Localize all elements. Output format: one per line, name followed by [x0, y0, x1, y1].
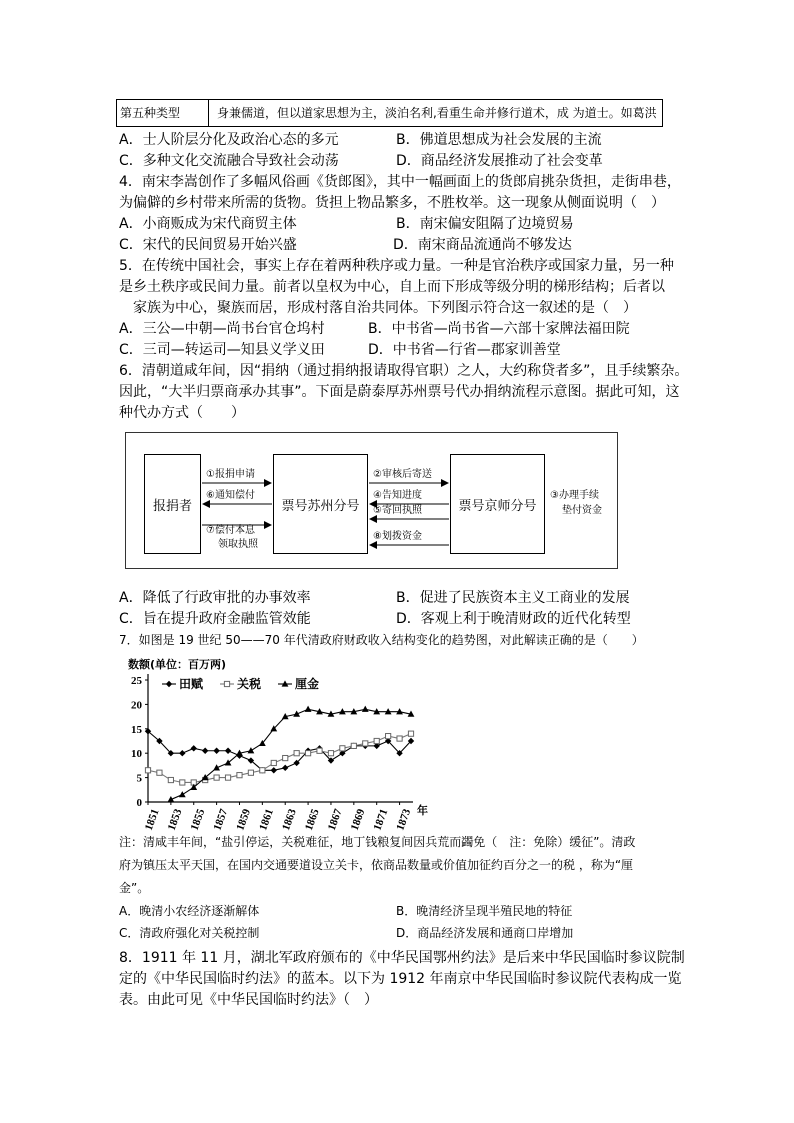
x-tick-label: 1859	[234, 807, 254, 833]
type-table	[116, 99, 663, 127]
q6-stem-line2: 因此，“大半归票商承办其事”。下面是蔚泰厚苏州票号代办捐纳流程示意图。据此可知，这	[119, 384, 680, 400]
type-label-cell: 第五种类型	[117, 100, 209, 126]
q7-stem: 7．如图是 19 世纪 50——70 年代清政府财政收入结构变化的趋势图，对此解读正确的是（ ）	[119, 633, 644, 647]
data-point	[374, 738, 379, 743]
data-point	[397, 736, 402, 741]
flow-step-5: ⑤寄回执照	[373, 505, 422, 516]
data-point	[237, 773, 242, 778]
q6-option-a[interactable]: A．降低了行政审批的办事效率	[119, 590, 311, 606]
data-point	[191, 745, 197, 751]
x-tick-label: 1873	[394, 807, 414, 833]
q8-stem-line1: 8．1911 年 11 月，湖北军政府颁布的《中华民国鄂州约法》是后来中华民国临时参议院制	[119, 950, 685, 966]
data-point	[260, 768, 265, 773]
y-tick-label: 25	[131, 675, 142, 687]
flow-arrows	[126, 433, 617, 568]
data-point	[362, 706, 369, 712]
data-point	[271, 760, 276, 765]
series-line-0	[148, 731, 411, 770]
q5-stem-line3: 家族为中心，聚族而居，形成村落自治共同体。下列图示符合这一叙述的是（ ）	[133, 300, 637, 316]
x-tick-label: 1857	[211, 807, 231, 833]
q4-option-b[interactable]: B．南宋偏安阻隔了边境贸易	[396, 216, 574, 232]
q4-stem-line1: 4．南宋李嵩创作了多幅风俗画《货郎图》，其中一幅画面上的货郎肩挑杂货担，走街串巷，	[119, 174, 681, 190]
legend-marker	[166, 681, 172, 687]
revenue-line-chart	[126, 656, 428, 833]
flow-box-capital-branch: 票号京师分号	[450, 454, 545, 554]
flow-step-7b: 领取执照	[218, 539, 258, 550]
legend-label: 田赋	[179, 677, 204, 691]
q7-note-line3: 金”。	[119, 881, 150, 895]
data-point	[248, 770, 253, 775]
q5-stem-line2: 是乡土秩序或民间力量。前者以皇权为中心，自上而下形成等级分明的梯形结构；后者以	[119, 279, 665, 295]
series-line-2	[171, 709, 411, 799]
flow-step-2: ②审核后寄送	[373, 469, 432, 480]
y-tick-label: 5	[136, 772, 142, 785]
legend-label: 关税	[237, 677, 262, 691]
q5-option-a[interactable]: A．三公—中朝—尚书台官仓坞村	[119, 321, 325, 337]
x-tick-label: 1853	[165, 807, 185, 833]
flow-step-3a: ③办理手续	[550, 490, 599, 501]
y-tick-label: 15	[131, 723, 142, 736]
legend-label: 厘金	[295, 677, 320, 691]
data-point	[157, 770, 162, 775]
flow-step-6: ⑥通知偿付	[206, 490, 255, 501]
data-point	[225, 775, 230, 780]
data-point	[225, 748, 231, 754]
flow-step-7a: ⑦偿付本息	[206, 525, 255, 536]
q5-option-d[interactable]: D．中书省—行省—郡家训善堂	[368, 342, 561, 358]
data-point	[328, 751, 333, 756]
q6-option-d[interactable]: D．客观上利于晚清财政的近代化转型	[396, 611, 631, 627]
q5-option-b[interactable]: B．中书省—尚书省—六部十家牌法福田院	[368, 321, 630, 337]
y-tick-label: 0	[136, 797, 142, 809]
x-tick-label: 1867	[325, 807, 345, 833]
x-tick-label: 1869	[348, 807, 368, 833]
q7-option-d[interactable]: D．商品经济发展和通商口岸增加	[396, 926, 574, 940]
x-tick-label: 1861	[257, 807, 276, 833]
data-point	[179, 791, 186, 797]
data-point	[213, 748, 219, 754]
y-tick-label: 20	[131, 699, 142, 712]
data-point	[317, 748, 322, 753]
q7-option-c[interactable]: C．清政府强化对关税控制	[119, 926, 260, 940]
q7-note-line2: 府为镇压太平天国，在国内交通要道设立关卡，依商品数量或价值加征约百分之一的税 ，称为“厘	[119, 858, 634, 872]
flow-box-applicant: 报捐者	[144, 454, 201, 554]
q5-stem-line1: 5．在传统中国社会，事实上存在着两种秩序或力量。一种是官治秩序或国家力量，另一种	[119, 258, 674, 274]
q6-stem-line3: 种代办方式（ ）	[119, 405, 245, 421]
q3-option-d[interactable]: D．商品经济发展推动了社会变革	[396, 153, 603, 169]
y-tick-label: 10	[131, 748, 142, 761]
x-tick-label: 1855	[188, 807, 208, 833]
flow-box-suzhou-branch: 票号苏州分号	[273, 454, 368, 554]
data-point	[408, 731, 413, 736]
flow-step-1: ①报捐申请	[206, 469, 255, 480]
q8-stem-line3: 表。由此可见《中华民国临时约法》（ ）	[119, 992, 378, 1008]
q6-option-b[interactable]: B．促进了民族资本主义工商业的发展	[396, 590, 630, 606]
data-point	[282, 765, 288, 771]
x-tick-label: 1851	[142, 807, 162, 833]
data-point	[145, 768, 150, 773]
y-axis-label: 数额(单位：百万两)	[128, 658, 227, 671]
q7-note-line1: 注：清咸丰年间，“盐引停运，关税难征，地丁钱粮复间因兵荒而蠲免（ 注：免除）缓征”。清政	[119, 835, 636, 849]
q7-option-b[interactable]: B．晚清经济呈现半殖民地的特征	[396, 904, 573, 918]
q4-option-c[interactable]: C．宋代的民间贸易开始兴盛	[119, 237, 297, 253]
data-point	[214, 775, 219, 780]
legend-marker	[224, 681, 229, 686]
data-point	[248, 747, 255, 753]
q6-stem-line1: 6．清朝道咸年间，因“捐纳（通过捐纳报请取得官职）之人，大约称贷者多”，且手续繁杂。	[119, 363, 689, 379]
q3-option-a[interactable]: A．士人阶层分化及政治心态的多元	[119, 132, 339, 148]
q3-option-b[interactable]: B．佛道思想成为社会发展的主流	[396, 132, 602, 148]
q7-option-a[interactable]: A．晚清小农经济逐渐解体	[119, 904, 260, 918]
data-point	[283, 755, 288, 760]
x-tick-label: 1871	[371, 807, 391, 833]
data-point	[305, 706, 312, 712]
q5-option-c[interactable]: C．三司—转运司—知县义学义田	[119, 342, 325, 358]
q3-option-c[interactable]: C．多种文化交流融合导致社会动荡	[119, 153, 339, 169]
flow-step-4: ④告知进度	[373, 490, 422, 501]
type-description-cell: 身兼儒道，但以道家思想为主，淡泊名利,看重生命并修行道术，成 为道士。如葛洪	[217, 106, 657, 120]
data-point	[271, 767, 277, 773]
flow-step-8: ⑧划拨资金	[373, 531, 422, 542]
x-tick-label: 1863	[280, 807, 299, 833]
data-point	[351, 743, 356, 748]
data-point	[180, 780, 185, 785]
data-point	[363, 741, 368, 746]
data-point	[202, 748, 208, 754]
data-point	[168, 777, 173, 782]
q4-option-d[interactable]: D．南宋商品流通尚不够发达	[393, 237, 572, 253]
data-point	[305, 751, 310, 756]
data-point	[294, 751, 299, 756]
x-tick-label: 1865	[302, 807, 322, 833]
data-point	[340, 746, 345, 751]
data-point	[386, 734, 391, 739]
q6-option-c[interactable]: C．旨在提升政府金融监管效能	[119, 611, 311, 627]
flow-step-3b: 垫付资金	[562, 505, 602, 516]
q8-stem-line2: 定的《中华民国临时约法》的蓝本。以下为 1912 年南京中华民国临时参议院代表构成一览	[119, 971, 682, 987]
q4-stem-line2: 为偏僻的乡村带来所需的货物。货担上物品繁多，不胜枚举。这一现象从侧面说明（ ）	[119, 195, 665, 211]
q4-option-a[interactable]: A．小商贩成为宋代商贸主体	[119, 216, 297, 232]
flowchart-frame	[125, 432, 618, 569]
data-point	[179, 750, 185, 756]
series-line-1	[148, 734, 411, 783]
x-axis-label: 年	[417, 804, 428, 817]
